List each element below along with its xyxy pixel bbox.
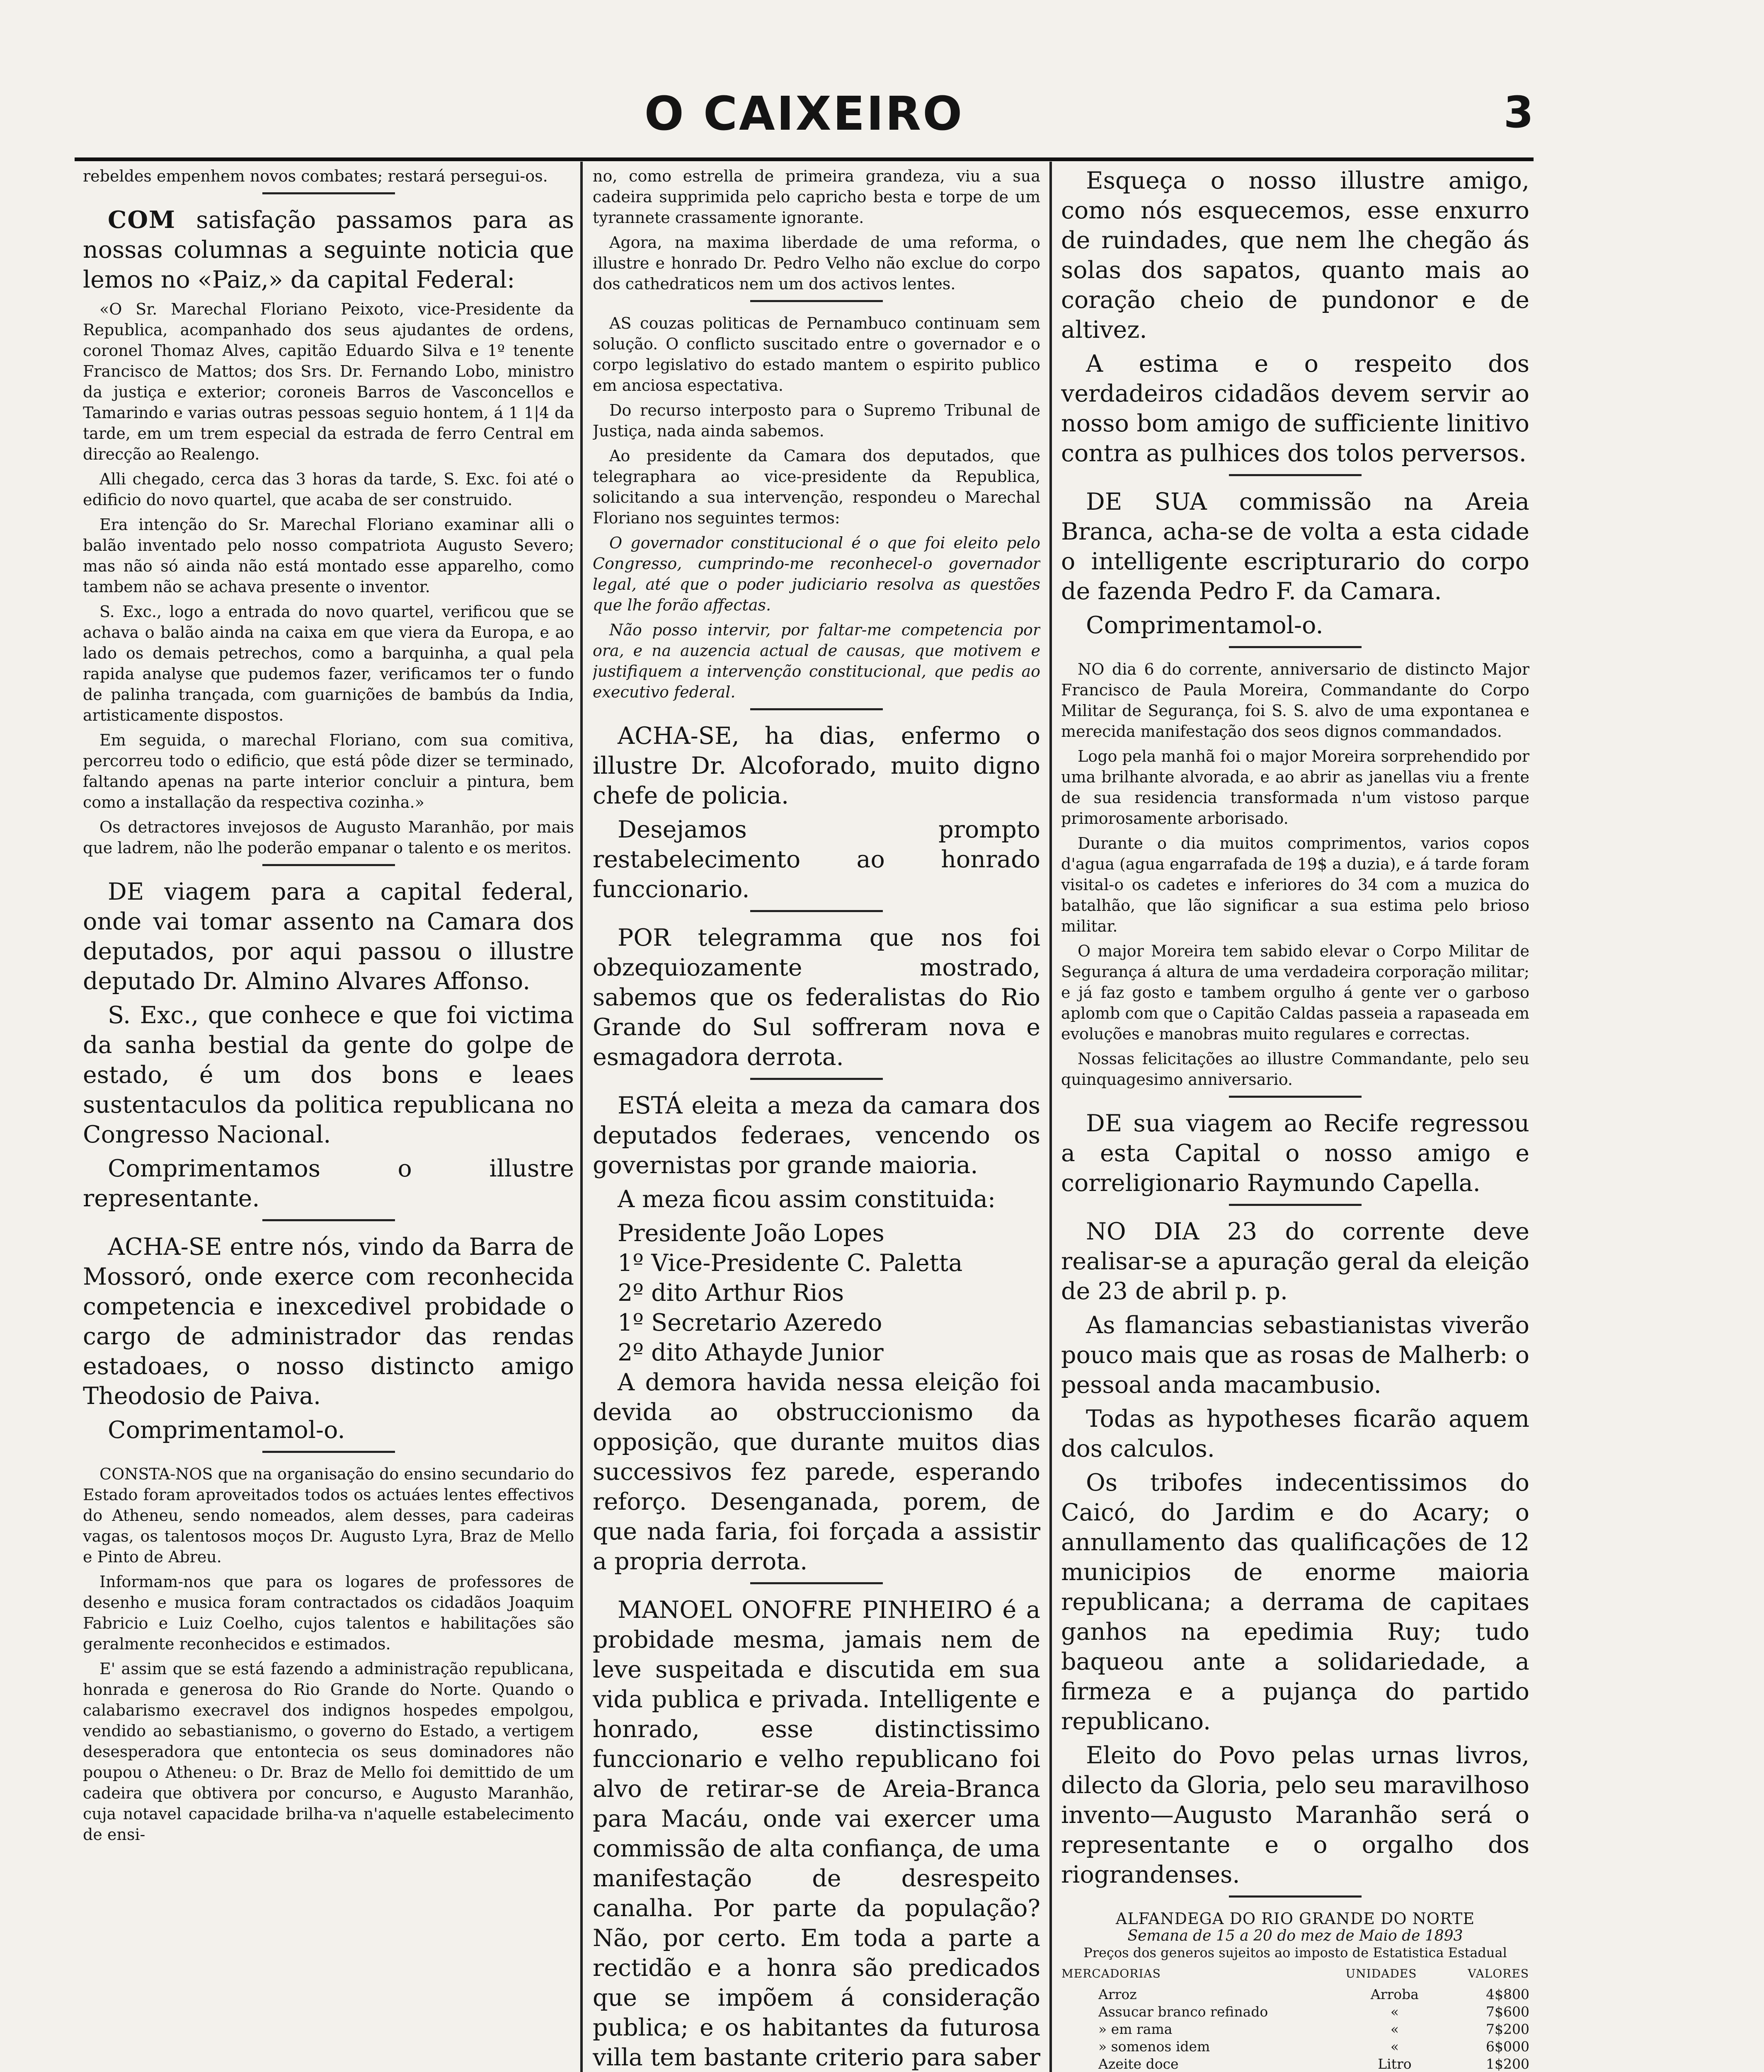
header-mercadorias: MERCADORIAS [1061,1967,1161,1980]
table-subtitle: Semana de 15 a 20 do mez de Maio de 1893 [1127,1927,1463,1944]
cell-mercadoria: Azeite doce [1098,2056,1179,2072]
cell-mercadoria: Arroz [1098,1986,1137,2002]
cell-mercadoria: » somenos idem [1098,2038,1210,2055]
table-row [1061,2055,1529,2072]
col1-intro: rebeldes empenhem novos combates; restará persegui-os. [83,167,548,185]
dia23-paragraph: Todas as hypotheses ficarão aquem dos calculos. [1061,1405,1529,1462]
separator [750,708,883,710]
table-row [1061,2038,1529,2055]
table-title: ALFANDEGA DO RIO GRANDE DO NORTE [1115,1910,1475,1928]
separator [750,1078,883,1080]
separator [262,1451,395,1453]
separator [750,1582,883,1584]
meza-paragraph: A meza ficou assim constituida: [618,1186,996,1213]
table-row [1061,2003,1529,2021]
separator [262,192,395,194]
cell-mercadoria: » em rama [1098,2021,1173,2037]
telegram-quote: Não posso intervir, por faltar-me competencia por ora, e na auzencia actual de causas, que motivem e justifiquem a intervenção constitucional, que pedis ao executivo federal. [593,621,1040,701]
meza-list-item: Presidente João Lopes [618,1220,884,1247]
cell-valor: 4$800 [1486,1986,1529,2002]
cell-valor: 7$600 [1486,2004,1529,2020]
esqueca-paragraph: A estima e o respeito dos verdadeiros cidadãos devem servir ao nosso bom amigo de sufficiente linitivo contra as pulhices dos tolos perversos. [1061,350,1529,467]
acha-se-paragraph: ACHA-SE entre nós, vindo da Barra de Mossoró, onde exerce com reconhecida competencia e inexcedivel probidade o cargo de administrador das rendas estadoaes, o nosso distincto amigo Theodosio de Paiva. [83,1233,574,1410]
column-rule-left [580,162,583,2072]
consta-paragraph: E' assim que se está fazendo a administração republicana, honrada e generosa do Rio Grande do Norte. Quando o calabarismo execravel dos indignos hospedes empolgou, vendido ao sebastianismo, o governo do Estado, a vertigem desesperadora que entontecia os seus dominadores não poupou o Atheneu: o Dr. Braz de Mello foi demittido de um cadeira que obtivera por concurso, e Augusto Maranhão, cuja notavel capacidade brilha-va n'aquelle estabelecimento de ensi- [83,1660,574,1844]
telegramma-paragraph: POR telegramma que nos foi obzequiozamente mostrado, sabemos que os federalistas do Rio Grande do Sul soffreram nova e esmagadora derrota. [593,924,1040,1071]
de-viagem-paragraph: DE viagem para a capital federal, onde vai tomar assento na Camara dos deputados, por aqui passou o illustre deputado Dr. Almino Alvares Affonso. [83,878,574,995]
header-valores: VALORES [1468,1967,1529,1980]
separator [750,300,883,302]
dia6-paragraph: Durante o dia muitos comprimentos, varios copos d'agua (agua engarrafada de 19$ a duzia), e á tarde foram visital-o os cadetes e inferiores do 34 com a muzica do batalhão, que lão significar a sua estima pelo brioso militar. [1061,834,1529,935]
commissao-paragraph: DE SUA commissão na Areia Branca, acha-se de volta a esta cidade o intelligente escripturario do corpo de fazenda Pedro F. da Camara. [1061,488,1529,605]
acha-se-paragraph: Comprimentamol-o. [108,1416,345,1444]
meza-paragraph: A demora havida nessa eleição foi devida ao obstruccionismo da opposição, que durante muitos dias successivos fez parede, esperando reforço. Desenganada, porem, de que nada faria, foi forçada a assistir a propria derrota. [593,1369,1040,1575]
dia6-paragraph: NO dia 6 do corrente, anniversario de distincto Major Francisco de Paula Moreira, Commandante do Corpo Militar de Segurança, foi S. S. alvo de uma expontanea e merecida manifestação dos seos dignos commandados. [1061,660,1529,741]
table-note: Preços dos generos sujeitos ao imposto de Estatistica Estadual [1083,1945,1507,1961]
cell-mercadoria: Assucar branco refinado [1098,2004,1268,2020]
cell-unidade: « [1390,2021,1399,2037]
separator [750,910,883,912]
telegram-quote: O governador constitucional é o que foi eleito pelo Congresso, cumprindo-me reconhecel-o governador legal, até que o poder judiciario resolva as questões que lhe forão affectas. [593,534,1040,614]
enfermo-paragraph: Desejamos prompto restabelecimento ao honrado funccionario. [593,816,1040,903]
dia6-paragraph: Logo pela manhã foi o major Moreira sorprehendido por uma brilhante alvorada, e ao abrir as janellas viu a frente de sua residencia transformada n'um vistoso parque primorosamente arborisado. [1061,747,1529,828]
meza-list-item: 2º dito Arthur Rios [618,1279,844,1307]
meza-paragraph: ESTÁ eleita a meza da camara dos deputados federaes, vencendo os governistas por grande maioria. [593,1092,1040,1179]
cell-valor: 1$200 [1486,2056,1529,2072]
header-unidades: UNIDADES [1345,1967,1417,1980]
separator [1229,646,1362,648]
de-viagem-paragraph: Comprimentamos o illustre representante. [83,1155,574,1212]
meza-list-item: 2º dito Athayde Junior [618,1339,884,1366]
couzas-paragraph: Do recurso interposto para o Supremo Tribunal de Justiça, nada ainda sabemos. [593,401,1040,440]
com-heading [83,205,574,295]
com-paragraph: Os detractores invejosos de Augusto Maranhão, por mais que ladrem, não lhe poderão empanar o talento e os meritos. [83,818,574,857]
column-rule-right [1049,162,1052,2072]
cell-unidade: Litro [1378,2056,1412,2072]
dia23-paragraph: Eleito do Povo pelas urnas livros, dilecto da Gloria, pelo seu maravilhoso invento—Augusto Maranhão será o representante e o orgalho dos riograndenses. [1061,1742,1529,1888]
meza-list-item: 1º Vice-Presidente C. Paletta [618,1249,963,1277]
masthead [75,87,1534,161]
cell-unidade: « [1390,2004,1399,2020]
column-left [83,166,574,2072]
customs-price-table [1061,1910,1529,2072]
separator [1229,474,1362,476]
cell-valor: 7$200 [1486,2021,1529,2037]
com-paragraph: Era intenção do Sr. Marechal Floriano examinar alli o balão inventado pelo nosso compatriota Augusto Severo; mas não só ainda não está montado esse apparelho, como tambem não se achava presente o inventor. [83,516,574,596]
separator [1229,1096,1362,1098]
com-lead: COM [108,206,176,234]
com-text: satisfação passamos para as nossas columnas a seguinte noticia que lemos no «Paiz,» da capital Federal: [83,206,574,293]
meza-list-item: 1º Secretario Azeredo [618,1309,882,1336]
price-table [1061,1965,1529,2072]
agora-paragraph: Agora, na maxima liberdade de uma reforma, o illustre e honrado Dr. Pedro Velho não exclue do corpo dos cathedraticos nem um dos activos lentes. [593,233,1040,293]
couzas-paragraph: AS couzas politicas de Pernambuco continuam sem solução. O conflicto suscitado entre o governador e o corpo legislativo do estado mantem o espirito publico em anciosa espectativa. [593,314,1040,395]
manoel-paragraph: MANOEL ONOFRE PINHEIRO é a probidade mesma, jamais nem de leve suspeitada e discutida em sua vida publica e privada. Intelligente e honrado, esse distinctissimo funccionario e velho republicano foi alvo de retirar-se de Areia-Branca para Macáu, onde vai exercer uma commissão de alta confiança, de uma manifestação de desrespeito canalha. Por parte da população? Não, por certo. Em toda a parte a rectidão e a honra são predicados que se impõem á consideração publica; e os habitantes da futurosa villa tem bastante criterio para saber [593,1596,1040,2071]
page-number: 3 [1503,87,1534,138]
separator [1229,1204,1362,1206]
cell-unidade: « [1390,2038,1399,2055]
column-right [1061,166,1529,2072]
enfermo-paragraph: ACHA-SE, ha dias, enfermo o illustre Dr. Alcoforado, muito digno chefe de policia. [593,722,1040,809]
com-paragraph: Em seguida, o marechal Floriano, com sua comitiva, percorreu todo o edificio, que está pôde dizer se terminado, faltando apenas na parte interior concluir a pintura, bem como a installação da respectiva cozinha.» [83,731,574,811]
esqueca-paragraph: Esqueça o nosso illustre amigo, como nós esquecemos, esse enxurro de ruindades, que nem lhe chegão ás solas dos sapatos, quanto mais ao coração cheio de pundonor e de altivez. [1061,167,1529,344]
separator [262,1219,395,1221]
de-viagem-paragraph: S. Exc., que conhece e que foi victima da sanha bestial da gente do golpe de estado, é um dos bons e leaes sustentaculos da politica republicana no Congresso Nacional. [83,1002,574,1148]
couzas-paragraph: Ao presidente da Camara dos deputados, que telegraphara ao vice-presidente da Republica, solicitando a sua intervenção, respondeu o Marechal Floriano nos seguintes termos: [593,447,1040,527]
dia6-paragraph: Nossas felicitações ao illustre Commandante, pelo seu quinquagesimo anniversario. [1061,1050,1529,1089]
com-paragraph: S. Exc., logo a entrada do novo quartel, verificou que se achava o balão ainda na caixa em que viera da Europa, e ao lado os demais petrechos, como a barquinha, a qual pela rapida analyse que pudemos fazer, verificamos ter o fundo de palinha trançada, com guarnições de bambús da India, artisticamente dispostos. [83,603,574,724]
newspaper-title: O CAIXEIRO [644,87,964,141]
separator [262,864,395,866]
table-header-row [1061,1965,1529,1986]
table-row [1061,2021,1529,2038]
col2-intro: no, como estrella de primeira grandeza, viu a sua cadeira supprimida pelo capricho besta e torpe de um tyrannete crassamente ignorante. [593,167,1040,227]
column-middle [593,166,1040,2072]
consta-paragraph: CONSTA-NOS que na organisação do ensino secundario do Estado foram aproveitados todos os actuáes lentes effectivos do Atheneu, sendo nomeados, alem desses, para cadeiras vagas, os talentosos moços Dr. Augusto Lyra, Braz de Mello e Pinto de Abreu. [83,1465,574,1566]
dia23-paragraph: Os tribofes indecentissimos do Caicó, do Jardim e do Acary; o annullamento das qualificações de 12 municipios de enorme maioria republicana; a derrama de capitaes ganhos na epedimia Ruy; tudo baqueou ante a solidariedade, a firmeza e a pujança do partido republicano. [1061,1469,1529,1735]
recife-paragraph: DE sua viagem ao Recife regressou a esta Capital o nosso amigo e correligionario Raymundo Capella. [1061,1110,1529,1197]
dia23-paragraph: NO DIA 23 do corrente deve realisar-se a apuração geral da eleição de 23 de abril p. p. [1061,1218,1529,1305]
com-paragraph: Alli chegado, cerca das 3 horas da tarde, S. Exc. foi até o edificio do novo quartel, que acaba de ser construido. [83,470,574,509]
commissao-paragraph: Comprimentamol-o. [1086,612,1323,639]
com-paragraph: «O Sr. Marechal Floriano Peixoto, vice-Presidente da Republica, acompanhado dos seus ajudantes de ordens, coronel Thomaz Alves, capitão Eduardo Silva e 1º tenente Francisco de Mattos; dos Srs. Dr. Fernando Lobo, ministro da justiça e exterior; coroneis Barros de Vasconcellos e Tamarindo e varias outras pessoas seguio hontem, á 1 1|4 da tarde, em um trem especial da estrada de ferro Central em direcção ao Realengo. [83,300,574,463]
meza-list [593,1218,1040,1368]
cell-unidade: Arroba [1370,1986,1419,2002]
dia23-paragraph: As flamancias sebastianistas viverão pouco mais que as rosas de Malherb: o pessoal anda macambusio. [1061,1312,1529,1399]
consta-paragraph: Informam-nos que para os logares de professores de desenho e musica foram contractados os cidadãos Joaquim Fabricio e Luiz Coelho, cujos talentos e habilitações são geralmente reconhecidos e estimados. [83,1573,574,1653]
cell-valor: 6$000 [1486,2038,1529,2055]
table-row [1061,1986,1529,2003]
separator [1229,1895,1362,1898]
dia6-paragraph: O major Moreira tem sabido elevar o Corpo Militar de Segurança á altura de uma verdadeira corporação militar; e já faz gosto e tambem orgulho á gente ver o garboso aplomb com que o Capitão Caldas passeia a rapaseada em evoluções e manobras muito regulares e correctas. [1061,942,1529,1043]
